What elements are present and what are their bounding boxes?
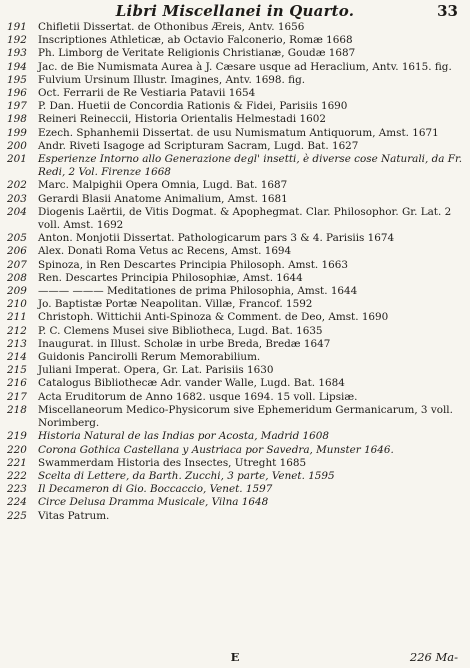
entry-text: Ph. Limborg de Veritate Religionis Christianæ, Goudæ 1687: [38, 47, 356, 60]
entry-text: Anton. Monjotii Dissertat. Pathologicarum pars 3 & 4. Parisiis 1674: [38, 232, 395, 245]
entry-number: 217: [7, 390, 27, 403]
entry-text: Jac. de Bie Numismata Aurea à J. Cæsare usque ad Heraclium, Antv. 1615. fig.: [38, 60, 452, 73]
entry-text: Acta Eruditorum de Anno 1682. usque 1694. 15 voll. Lipsiæ.: [38, 390, 358, 403]
entry-text: Guidonis Pancirolli Rerum Memorabilium.: [38, 351, 261, 364]
catalog-entry: [6, 311, 466, 324]
catalog-entry: [6, 444, 466, 457]
entry-text: Ezech. Sphanhemii Dissertat. de usu Numismatum Antiquorum, Amst. 1671: [38, 126, 439, 139]
catchword: 226 Ma-: [409, 650, 458, 664]
catalog-entry: [6, 206, 466, 232]
entry-text: Gerardi Blasii Anatome Animalium, Amst. 1681: [38, 192, 288, 205]
entry-number: 208: [7, 271, 27, 284]
entry-number: 213: [7, 337, 27, 350]
catalog-entry: [6, 404, 466, 430]
entry-text: Reineri Reineccii, Historia Orientalis Helmestadi 1602: [38, 113, 326, 126]
catalog-entry: [6, 100, 466, 113]
entry-number: 198: [7, 113, 27, 126]
entry-number: 202: [7, 179, 27, 192]
catalog-entry: [6, 285, 466, 298]
entry-number: 191: [7, 21, 27, 33]
entry-text: Historia Natural de las Indias por Acosta, Madrid 1608: [38, 430, 329, 443]
catalog-entry: [6, 510, 466, 523]
entry-text: ——— ——— Meditationes de prima Philosophia, Amst. 1644: [38, 285, 358, 298]
entry-number: 215: [7, 364, 27, 377]
entry-number: 220: [7, 443, 27, 456]
catalog-entry: [6, 74, 466, 87]
catalog-entry: [6, 457, 466, 470]
catalog-entry: [6, 470, 466, 483]
entry-text: Diogenis Laërtii, de Vitis Dogmat. & Apophegmat. Clar. Philosophor. Gr. Lat. 2 voll. Amst. 1692: [38, 205, 452, 232]
entry-number: 197: [7, 100, 27, 113]
catalog-entry: [6, 351, 466, 364]
catalog-entry: [6, 259, 466, 272]
entry-text: Alex. Donati Roma Vetus ac Recens, Amst. 1694: [38, 245, 292, 258]
entry-text: Marc. Malpighii Opera Omnia, Lugd. Bat. 1687: [38, 179, 288, 192]
catalog-entry: [6, 325, 466, 338]
page-number: 33: [437, 2, 458, 20]
entry-number: 204: [7, 205, 27, 218]
entry-number: 225: [7, 509, 27, 522]
catalog-entry: [6, 364, 466, 377]
entry-text: Christoph. Wittichii Anti-Spinoza & Comment. de Deo, Amst. 1690: [38, 311, 389, 324]
entry-number: 194: [7, 60, 27, 73]
entry-number: 218: [7, 403, 27, 416]
entry-text: P. Dan. Huetii de Concordia Rationis & Fidei, Parisiis 1690: [38, 100, 348, 113]
entry-text: Chifletii Dissertat. de Othonibus Æreis, Antv. 1656: [38, 21, 305, 33]
entry-text: Spinoza, in Ren Descartes Principia Philosoph. Amst. 1663: [38, 258, 348, 271]
entry-number: 211: [7, 311, 27, 324]
catalog-entry: [6, 245, 466, 258]
catalog-entry: [6, 483, 466, 496]
catalog-entry: [6, 34, 466, 47]
catalog-entry: [6, 232, 466, 245]
catalog-entry: [6, 391, 466, 404]
entry-text: Scelta di Lettere, da Barth. Zucchi, 3 parte, Venet. 1595: [38, 469, 335, 482]
entry-text: Swammerdam Historia des Insectes, Utreght 1685: [38, 456, 307, 469]
entry-text: Corona Gothica Castellana y Austriaca por Savedra, Munster 1646.: [38, 443, 394, 456]
entry-number: 200: [7, 139, 27, 152]
entry-text: Il Decameron di Gio. Boccaccio, Venet. 1597: [38, 483, 273, 496]
catalog-entry: [6, 377, 466, 390]
entry-text: Inscriptiones Athleticæ, ab Octavio Falconerio, Romæ 1668: [38, 34, 353, 47]
catalog-entry: [6, 113, 466, 126]
entry-number: 203: [7, 192, 27, 205]
entry-text: Inaugurat. in Illust. Scholæ in urbe Breda, Bredæ 1647: [38, 337, 331, 350]
entry-text: Jo. Baptistæ Portæ Neapolitan. Villæ, Francof. 1592: [38, 298, 313, 311]
page-title: Libri Miscellanei in Quarto.: [115, 2, 355, 20]
catalog-entry: [6, 272, 466, 285]
catalog-entry: [6, 193, 466, 206]
page-footer: [0, 650, 470, 666]
catalog-entry: [6, 61, 466, 74]
entry-number: 206: [7, 245, 27, 258]
entry-text: Ren. Descartes Principia Philosophiæ, Amst. 1644: [38, 271, 303, 284]
entry-text: Catalogus Bibliothecæ Adr. vander Walle, Lugd. Bat. 1684: [38, 377, 345, 390]
catalog-entry: [6, 298, 466, 311]
catalog-entry: [6, 47, 466, 60]
entry-text: Circe Delusa Dramma Musicale, Vilna 1648: [38, 496, 269, 509]
entry-text: Esperienze Intorno allo Generazione degl' insetti, è diverse cose Naturali, da Fr. Redi, 2 Vol. Firenze 1668: [38, 153, 463, 179]
entry-number: 224: [7, 496, 27, 509]
catalog-entry: [6, 127, 466, 140]
entry-text: P. C. Clemens Musei sive Bibliotheca, Lugd. Bat. 1635: [38, 324, 323, 337]
catalog-entry: [6, 140, 466, 153]
catalog-entry: [6, 496, 466, 509]
entry-number: 212: [7, 324, 27, 337]
catalog-entry: [6, 87, 466, 100]
catalog-entry: [6, 338, 466, 351]
catalog-entry: [6, 153, 466, 179]
entry-number: 207: [7, 258, 27, 271]
catalog-entry: [6, 430, 466, 443]
catalog-entry: [6, 179, 466, 192]
entry-number: 201: [7, 153, 27, 166]
entry-number: 214: [7, 351, 27, 364]
entry-number: 192: [7, 34, 27, 47]
entry-text: Juliani Imperat. Opera, Gr. Lat. Parisiis 1630: [38, 364, 274, 377]
entry-number: 219: [7, 430, 27, 443]
entry-number: 193: [7, 47, 27, 60]
entry-number: 222: [7, 469, 27, 482]
catalog-entry: [6, 21, 466, 34]
entry-number: 196: [7, 87, 27, 100]
entry-number: 221: [7, 456, 27, 469]
entry-number: 199: [7, 126, 27, 139]
entry-text: Miscellaneorum Medico-Physicorum sive Ephemeridum Germanicarum, 3 voll. Norimberg.: [38, 403, 453, 430]
entry-number: 195: [7, 73, 27, 86]
entry-number: 205: [7, 232, 27, 245]
entry-text: Vitas Patrum.: [38, 509, 110, 522]
entry-text: Oct. Ferrarii de Re Vestiaria Patavii 1654: [38, 87, 256, 100]
entry-number: 216: [7, 377, 27, 390]
entry-number: 223: [7, 483, 27, 496]
entry-text: Fulvium Ursinum Illustr. Imagines, Antv. 1698. fig.: [38, 73, 306, 86]
entry-number: 210: [7, 298, 27, 311]
entry-text: Andr. Riveti Isagoge ad Scripturam Sacram, Lugd. Bat. 1627: [38, 139, 359, 152]
catalog-entry-list: [6, 21, 466, 523]
signature-mark: E: [230, 650, 240, 664]
entry-number: 209: [7, 285, 27, 298]
